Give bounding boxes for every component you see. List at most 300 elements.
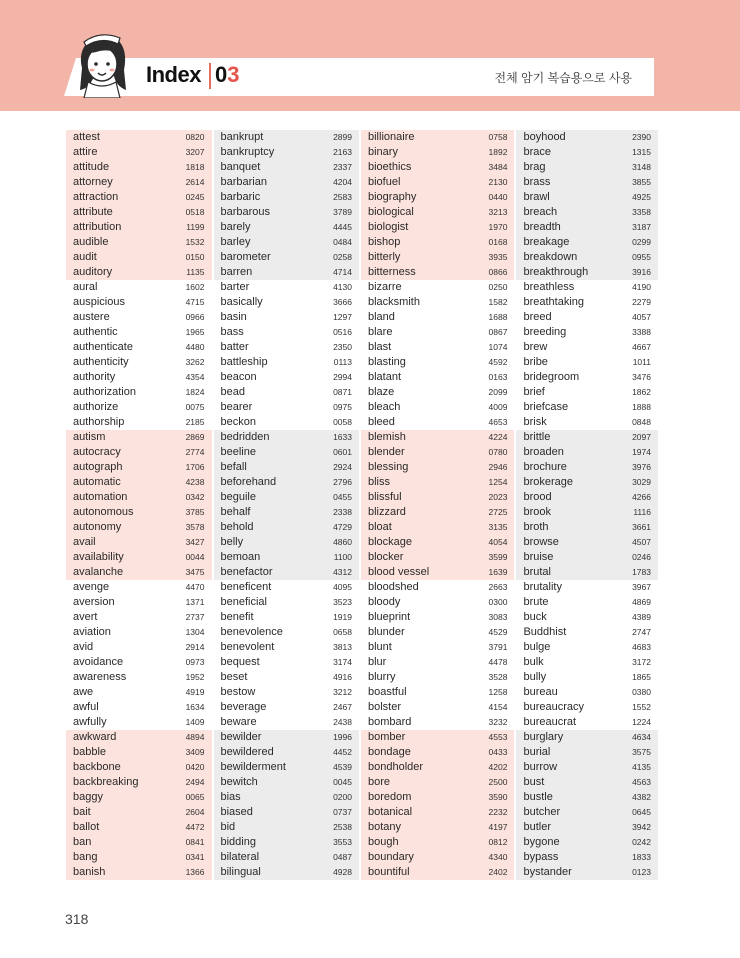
index-word: auspicious bbox=[73, 296, 125, 308]
index-entry bbox=[66, 475, 212, 490]
index-number: 0867 bbox=[488, 327, 508, 337]
index-word: bleed bbox=[368, 416, 395, 428]
index-number: 3666 bbox=[333, 297, 352, 307]
index-number: 3578 bbox=[185, 522, 205, 532]
index-word: blissful bbox=[368, 491, 402, 503]
index-entry bbox=[66, 340, 212, 355]
index-entry bbox=[516, 595, 658, 610]
index-word: breed bbox=[523, 311, 552, 323]
index-entry bbox=[516, 610, 658, 625]
index-number: 2402 bbox=[488, 867, 508, 877]
index-number: 1639 bbox=[488, 567, 508, 577]
index-number: 3427 bbox=[185, 537, 205, 547]
index-word: brittle bbox=[523, 431, 551, 443]
index-number: 1074 bbox=[488, 342, 508, 352]
index-number: 3976 bbox=[632, 462, 651, 472]
index-word: bountiful bbox=[368, 866, 410, 878]
index-entry bbox=[66, 565, 212, 580]
index-number: 0658 bbox=[333, 627, 352, 637]
index-number: 1199 bbox=[186, 222, 205, 232]
index-number: 1824 bbox=[185, 387, 205, 397]
index-word: barometer bbox=[220, 251, 271, 263]
index-entry bbox=[66, 145, 212, 160]
index-word: blaze bbox=[368, 386, 395, 398]
index-word: bolster bbox=[368, 701, 402, 713]
index-entry bbox=[66, 205, 212, 220]
index-word: backbreaking bbox=[73, 776, 139, 788]
index-entry bbox=[214, 265, 360, 280]
index-number: 4478 bbox=[488, 657, 508, 667]
index-word: barter bbox=[220, 281, 250, 293]
index-word: bankrupt bbox=[220, 131, 264, 143]
index-number: 2099 bbox=[488, 387, 508, 397]
index-number: 2538 bbox=[333, 822, 352, 832]
index-number: 3148 bbox=[632, 162, 651, 172]
index-word: boundary bbox=[368, 851, 414, 863]
index-number: 1833 bbox=[632, 852, 651, 862]
index-entry bbox=[214, 220, 360, 235]
index-entry bbox=[361, 145, 514, 160]
index-number: 2130 bbox=[488, 177, 508, 187]
index-number: 0250 bbox=[488, 282, 508, 292]
index-number: 3575 bbox=[632, 747, 651, 757]
index-word: bewildered bbox=[220, 746, 274, 758]
index-number: 1892 bbox=[488, 147, 508, 157]
index-entry bbox=[516, 850, 658, 865]
index-word: brochure bbox=[523, 461, 567, 473]
index-entry bbox=[361, 400, 514, 415]
index-entry bbox=[214, 250, 360, 265]
index-number: 0841 bbox=[185, 837, 205, 847]
index-entry bbox=[214, 175, 360, 190]
index-word: avail bbox=[73, 536, 96, 548]
index-word: breakthrough bbox=[523, 266, 589, 278]
index-number: 2350 bbox=[333, 342, 352, 352]
index-number: 3174 bbox=[333, 657, 352, 667]
index-entry bbox=[516, 640, 658, 655]
index-entry bbox=[361, 340, 514, 355]
index-word: beeline bbox=[220, 446, 256, 458]
index-word: blocker bbox=[368, 551, 404, 563]
index-entry bbox=[361, 745, 514, 760]
index-word: browse bbox=[523, 536, 559, 548]
index-number: 1862 bbox=[632, 387, 651, 397]
index-number: 4860 bbox=[333, 537, 352, 547]
index-number: 2337 bbox=[333, 162, 352, 172]
index-word: bait bbox=[73, 806, 91, 818]
index-number: 0163 bbox=[488, 372, 508, 382]
index-number: 3187 bbox=[632, 222, 651, 232]
index-number: 2774 bbox=[185, 447, 205, 457]
index-entry bbox=[214, 190, 360, 205]
index-word: authorization bbox=[73, 386, 136, 398]
index-word: blasting bbox=[368, 356, 406, 368]
index-entry bbox=[516, 235, 658, 250]
index-word: brawl bbox=[523, 191, 550, 203]
index-entry bbox=[214, 685, 360, 700]
index-entry bbox=[214, 655, 360, 670]
index-entry bbox=[66, 445, 212, 460]
index-word: aviation bbox=[73, 626, 111, 638]
index-entry bbox=[516, 760, 658, 775]
index-number: 4238 bbox=[185, 477, 205, 487]
index-entry bbox=[361, 835, 514, 850]
index-entry bbox=[66, 160, 212, 175]
index-entry bbox=[214, 715, 360, 730]
index-entry bbox=[214, 520, 360, 535]
index-number: 4653 bbox=[488, 417, 508, 427]
index-number: 3083 bbox=[488, 612, 508, 622]
index-entry bbox=[66, 175, 212, 190]
index-number: 4683 bbox=[632, 642, 651, 652]
index-word: blueprint bbox=[368, 611, 411, 623]
index-entry bbox=[361, 445, 514, 460]
index-word: biofuel bbox=[368, 176, 401, 188]
index-number: 0342 bbox=[185, 492, 205, 502]
index-entry bbox=[361, 235, 514, 250]
index-word: befall bbox=[220, 461, 247, 473]
index-number: 2604 bbox=[185, 807, 205, 817]
index-number: 4266 bbox=[632, 492, 651, 502]
index-number: 4553 bbox=[488, 732, 508, 742]
index-word: bang bbox=[73, 851, 98, 863]
index-entry bbox=[66, 520, 212, 535]
index-entry bbox=[66, 865, 212, 880]
index-entry bbox=[516, 325, 658, 340]
index-entry bbox=[214, 340, 360, 355]
index-number: 4634 bbox=[632, 732, 651, 742]
page-title: Index bbox=[146, 62, 201, 87]
girl-avatar-icon bbox=[72, 28, 134, 98]
index-word: authenticate bbox=[73, 341, 133, 353]
index-word: awareness bbox=[73, 671, 127, 683]
index-word: benefit bbox=[220, 611, 254, 623]
index-word: blessing bbox=[368, 461, 409, 473]
index-word: audible bbox=[73, 236, 109, 248]
index-word: brutal bbox=[523, 566, 551, 578]
index-word: beguile bbox=[220, 491, 256, 503]
index-word: boredom bbox=[368, 791, 412, 803]
index-number: 1974 bbox=[632, 447, 651, 457]
index-entry bbox=[66, 460, 212, 475]
index-word: beforehand bbox=[220, 476, 277, 488]
index-number: 1865 bbox=[632, 672, 651, 682]
chapter-accent: 3 bbox=[227, 62, 240, 87]
index-word: boyhood bbox=[523, 131, 566, 143]
index-number: 0601 bbox=[333, 447, 352, 457]
index-entry bbox=[516, 460, 658, 475]
index-entry bbox=[516, 700, 658, 715]
index-entry bbox=[66, 490, 212, 505]
index-entry bbox=[66, 505, 212, 520]
index-number: 3661 bbox=[632, 522, 651, 532]
index-word: briefcase bbox=[523, 401, 569, 413]
index-word: avoidance bbox=[73, 656, 124, 668]
index-number: 4009 bbox=[488, 402, 508, 412]
index-number: 3785 bbox=[185, 507, 205, 517]
index-word: broaden bbox=[523, 446, 564, 458]
index-entry bbox=[66, 760, 212, 775]
index-word: auditory bbox=[73, 266, 113, 278]
index-entry bbox=[516, 190, 658, 205]
index-number: 1952 bbox=[185, 672, 205, 682]
index-number: 3262 bbox=[185, 357, 205, 367]
index-entry bbox=[361, 130, 514, 145]
index-entry bbox=[516, 445, 658, 460]
index-entry bbox=[214, 475, 360, 490]
index-number: 1783 bbox=[632, 567, 651, 577]
index-word: authorship bbox=[73, 416, 125, 428]
index-word: attribute bbox=[73, 206, 113, 218]
index-entry bbox=[516, 475, 658, 490]
index-number: 1254 bbox=[488, 477, 508, 487]
index-entry bbox=[66, 280, 212, 295]
index-word: botanical bbox=[368, 806, 413, 818]
index-word: beneficent bbox=[220, 581, 272, 593]
index-number: 1532 bbox=[185, 237, 205, 247]
index-word: bore bbox=[368, 776, 391, 788]
index-entry bbox=[361, 715, 514, 730]
index-number: 3813 bbox=[333, 642, 352, 652]
index-number: 2163 bbox=[333, 147, 352, 157]
index-number: 4715 bbox=[185, 297, 205, 307]
index-number: 0420 bbox=[185, 762, 205, 772]
index-number: 0484 bbox=[333, 237, 352, 247]
index-word: bygone bbox=[523, 836, 560, 848]
index-word: broth bbox=[523, 521, 549, 533]
index-number: 4592 bbox=[488, 357, 508, 367]
index-word: blockage bbox=[368, 536, 413, 548]
index-entry bbox=[516, 505, 658, 520]
index-entry bbox=[361, 685, 514, 700]
index-word: botany bbox=[368, 821, 402, 833]
index-word: breakdown bbox=[523, 251, 578, 263]
index-entry bbox=[361, 610, 514, 625]
index-entry bbox=[361, 175, 514, 190]
index-entry bbox=[361, 655, 514, 670]
index-word: brass bbox=[523, 176, 551, 188]
index-word: barley bbox=[220, 236, 251, 248]
index-number: 0150 bbox=[185, 252, 205, 262]
index-word: autism bbox=[73, 431, 106, 443]
index-word: blood vessel bbox=[368, 566, 430, 578]
index-word: authenticity bbox=[73, 356, 129, 368]
index-word: autonomous bbox=[73, 506, 134, 518]
index-entry bbox=[214, 640, 360, 655]
index-entry bbox=[361, 250, 514, 265]
index-number: 2097 bbox=[632, 432, 651, 442]
index-entry bbox=[66, 295, 212, 310]
index-word: bequest bbox=[220, 656, 260, 668]
index-number: 4095 bbox=[333, 582, 352, 592]
index-number: 4354 bbox=[185, 372, 205, 382]
index-entry bbox=[516, 490, 658, 505]
index-number: 4916 bbox=[333, 672, 352, 682]
index-entry bbox=[214, 805, 360, 820]
index-entry bbox=[66, 730, 212, 745]
index-entry bbox=[361, 535, 514, 550]
index-entry bbox=[361, 190, 514, 205]
index-word: benevolent bbox=[220, 641, 275, 653]
index-word: bureau bbox=[523, 686, 558, 698]
index-entry bbox=[516, 370, 658, 385]
index-column bbox=[516, 130, 658, 884]
index-entry bbox=[214, 670, 360, 685]
index-word: bilateral bbox=[220, 851, 260, 863]
index-entry bbox=[361, 580, 514, 595]
index-number: 1135 bbox=[186, 267, 205, 277]
index-number: 4472 bbox=[185, 822, 205, 832]
index-word: bias bbox=[220, 791, 241, 803]
index-word: authority bbox=[73, 371, 116, 383]
index-entry bbox=[361, 280, 514, 295]
index-number: 1602 bbox=[185, 282, 205, 292]
index-entry bbox=[361, 820, 514, 835]
index-number: 3207 bbox=[185, 147, 205, 157]
index-word: babble bbox=[73, 746, 107, 758]
index-number: 1297 bbox=[333, 312, 352, 322]
index-entry bbox=[361, 625, 514, 640]
index-number: 0065 bbox=[185, 792, 205, 802]
index-number: 3232 bbox=[488, 717, 508, 727]
index-number: 0973 bbox=[185, 657, 205, 667]
index-number: 0758 bbox=[488, 132, 508, 142]
index-number: 2663 bbox=[488, 582, 508, 592]
index-number: 4382 bbox=[632, 792, 651, 802]
index-word: blizzard bbox=[368, 506, 406, 518]
index-word: bombard bbox=[368, 716, 412, 728]
index-number: 0341 bbox=[185, 852, 205, 862]
index-word: awe bbox=[73, 686, 94, 698]
index-word: bystander bbox=[523, 866, 572, 878]
index-word: authorize bbox=[73, 401, 119, 413]
index-entry bbox=[66, 400, 212, 415]
index-entry bbox=[516, 355, 658, 370]
index-entry bbox=[516, 175, 658, 190]
index-entry bbox=[361, 865, 514, 880]
index-word: bruise bbox=[523, 551, 554, 563]
index-number: 2467 bbox=[333, 702, 352, 712]
index-number: 4190 bbox=[632, 282, 651, 292]
index-word: attest bbox=[73, 131, 100, 143]
index-word: breach bbox=[523, 206, 558, 218]
index-entry bbox=[66, 700, 212, 715]
index-number: 3916 bbox=[632, 267, 651, 277]
index-word: biography bbox=[368, 191, 417, 203]
index-word: benevolence bbox=[220, 626, 283, 638]
index-word: bribe bbox=[523, 356, 548, 368]
index-number: 4869 bbox=[632, 597, 651, 607]
index-word: avid bbox=[73, 641, 94, 653]
index-entry bbox=[361, 310, 514, 325]
index-entry bbox=[516, 220, 658, 235]
index-number: 2869 bbox=[185, 432, 205, 442]
index-number: 4925 bbox=[632, 192, 651, 202]
index-entry bbox=[214, 235, 360, 250]
index-number: 0168 bbox=[488, 237, 508, 247]
index-word: bitterness bbox=[368, 266, 416, 278]
index-word: bland bbox=[368, 311, 395, 323]
index-entry bbox=[214, 160, 360, 175]
index-word: breeding bbox=[523, 326, 567, 338]
index-number: 4154 bbox=[488, 702, 508, 712]
index-number: 4204 bbox=[333, 177, 352, 187]
index-number: 0242 bbox=[632, 837, 651, 847]
index-word: bloodshed bbox=[368, 581, 419, 593]
index-number: 0516 bbox=[333, 327, 352, 337]
index-number: 4714 bbox=[333, 267, 352, 277]
index-word: backbone bbox=[73, 761, 121, 773]
index-entry bbox=[361, 490, 514, 505]
index-entry bbox=[66, 595, 212, 610]
index-word: barbaric bbox=[220, 191, 261, 203]
index-entry bbox=[516, 265, 658, 280]
index-word: bearer bbox=[220, 401, 253, 413]
index-number: 2994 bbox=[333, 372, 352, 382]
index-number: 1371 bbox=[185, 597, 205, 607]
index-entry bbox=[361, 730, 514, 745]
index-number: 3475 bbox=[185, 567, 205, 577]
index-word: blatant bbox=[368, 371, 402, 383]
index-entry bbox=[214, 700, 360, 715]
index-word: blurry bbox=[368, 671, 396, 683]
index-number: 0645 bbox=[632, 807, 651, 817]
index-word: bemoan bbox=[220, 551, 261, 563]
index-entry bbox=[214, 865, 360, 880]
index-number: 4894 bbox=[185, 732, 205, 742]
index-column bbox=[214, 130, 360, 884]
index-number: 0975 bbox=[333, 402, 352, 412]
index-number: 3967 bbox=[632, 582, 651, 592]
index-word: brew bbox=[523, 341, 548, 353]
index-word: billionaire bbox=[368, 131, 415, 143]
index-word: autograph bbox=[73, 461, 123, 473]
index-entry bbox=[214, 430, 360, 445]
index-number: 2185 bbox=[185, 417, 205, 427]
index-entry bbox=[361, 475, 514, 490]
index-entry bbox=[214, 580, 360, 595]
index-word: butcher bbox=[523, 806, 561, 818]
index-number: 2023 bbox=[488, 492, 508, 502]
index-entry bbox=[214, 730, 360, 745]
index-word: basin bbox=[220, 311, 247, 323]
index-number: 4389 bbox=[632, 612, 651, 622]
index-word: bizarre bbox=[368, 281, 402, 293]
index-entry bbox=[516, 655, 658, 670]
index-word: beacon bbox=[220, 371, 257, 383]
index-entry bbox=[214, 790, 360, 805]
index-entry bbox=[516, 430, 658, 445]
index-word: blare bbox=[368, 326, 393, 338]
index-number: 4135 bbox=[632, 762, 651, 772]
index-number: 3212 bbox=[333, 687, 352, 697]
index-word: bedridden bbox=[220, 431, 270, 443]
index-number: 2924 bbox=[333, 462, 352, 472]
index-word: avalanche bbox=[73, 566, 124, 578]
index-number: 0258 bbox=[333, 252, 352, 262]
index-entry bbox=[66, 535, 212, 550]
index-number: 3213 bbox=[488, 207, 508, 217]
index-number: 1970 bbox=[488, 222, 508, 232]
index-word: blemish bbox=[368, 431, 406, 443]
index-number: 3476 bbox=[632, 372, 651, 382]
index-entry bbox=[66, 385, 212, 400]
index-word: baggy bbox=[73, 791, 103, 803]
index-word: blender bbox=[368, 446, 405, 458]
index-word: bankruptcy bbox=[220, 146, 275, 158]
index-word: audit bbox=[73, 251, 97, 263]
index-entry bbox=[516, 685, 658, 700]
